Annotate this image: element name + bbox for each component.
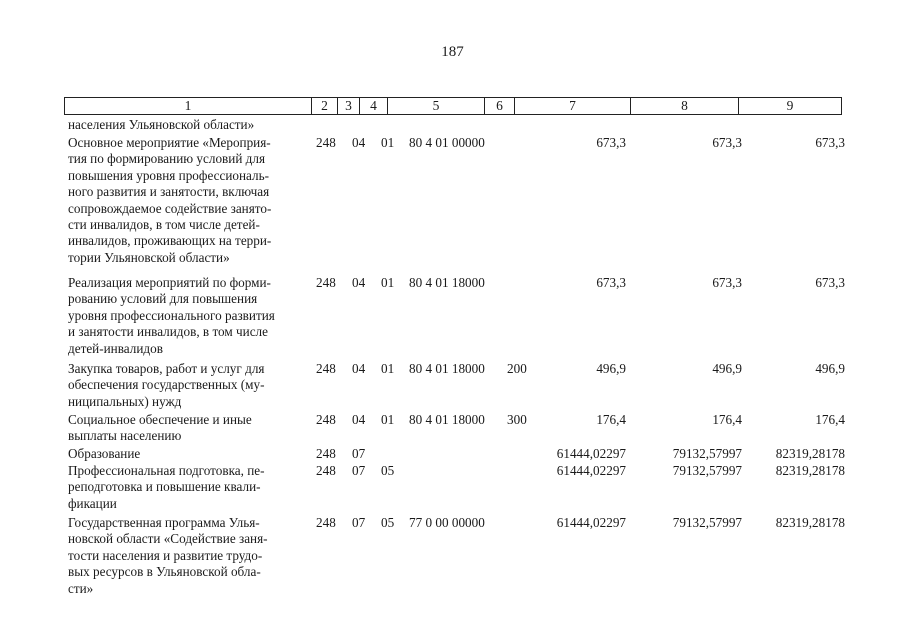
cell-ministry: 248: [316, 361, 336, 376]
row-name-line: тия по формированию условий для: [68, 151, 266, 167]
row-name-line: сти инвалидов, в том числе детей-: [68, 217, 260, 233]
cell-section: 04: [352, 361, 366, 376]
cell-ministry: 248: [316, 412, 336, 427]
row-name: [68, 361, 308, 410]
header-col-1: 1: [65, 98, 312, 114]
cell-subsection: 01: [381, 135, 395, 150]
cell-target-article: 77 0 00 00000: [409, 515, 485, 530]
row-name-line: детей-инвалидов: [68, 340, 163, 356]
cell-amount-2: 673,3: [712, 275, 742, 290]
row-name-line: Социальное обеспечение и иные: [68, 412, 252, 427]
row-name: [68, 463, 308, 512]
row-name-line: и занятости инвалидов, в том числе: [68, 324, 268, 340]
row-name-line: Профессиональная подготовка, пе-: [68, 463, 265, 478]
cell-target-article: 80 4 01 00000: [409, 135, 485, 150]
cell-subsection: 01: [381, 412, 395, 427]
cell-amount-1: 61444,02297: [556, 463, 626, 478]
cell-target-article: 80 4 01 18000: [409, 412, 485, 427]
row-name-line: фикации: [68, 495, 117, 511]
row-name-line: обеспечения государственных (му-: [68, 377, 265, 393]
cell-amount-2: 176,4: [712, 412, 742, 427]
cell-amount-3: 176,4: [815, 412, 845, 427]
cell-amount-1: 176,4: [596, 412, 626, 427]
row-name-line: Образование: [68, 446, 141, 461]
table-header: [64, 97, 842, 115]
cell-ministry: 248: [316, 135, 336, 150]
row-name-line: ного развития и занятости, включая: [68, 184, 270, 200]
cell-amount-1: 496,9: [596, 361, 626, 376]
row-name-line: Основное мероприятие «Мероприя-: [68, 135, 271, 150]
row-name: [68, 275, 308, 357]
cell-section: 04: [352, 275, 366, 290]
row-name-line: инвалидов, проживающих на терри-: [68, 233, 272, 249]
row-name-line: новской области «Содействие заня-: [68, 531, 268, 547]
cell-amount-3: 82319,28178: [775, 446, 845, 461]
cell-target-article: 80 4 01 18000: [409, 361, 485, 376]
header-col-2: 2: [312, 98, 338, 114]
header-col-3: 3: [338, 98, 360, 114]
cell-subsection: 05: [381, 463, 395, 478]
row-name: [68, 135, 308, 266]
header-col-4: 4: [360, 98, 388, 114]
cell-ministry: 248: [316, 275, 336, 290]
cell-expense-type: 200: [507, 361, 527, 376]
cell-amount-3: 82319,28178: [775, 463, 845, 478]
cell-amount-2: 79132,57997: [672, 515, 742, 530]
cell-section: 04: [352, 412, 366, 427]
cell-target-article: 80 4 01 18000: [409, 275, 485, 290]
cell-amount-2: 496,9: [712, 361, 742, 376]
cell-subsection: 01: [381, 275, 395, 290]
cell-section: 07: [352, 515, 366, 530]
header-col-6: 6: [485, 98, 515, 114]
row-name-line: населения Ульяновской области»: [68, 117, 255, 132]
header-col-8: 8: [631, 98, 739, 114]
row-name-line: Закупка товаров, работ и услуг для: [68, 361, 265, 376]
cell-amount-3: 82319,28178: [775, 515, 845, 530]
header-col-5: 5: [388, 98, 485, 114]
header-col-9: 9: [786, 98, 794, 113]
cell-amount-1: 673,3: [596, 275, 626, 290]
row-name-line: Государственная программа Улья-: [68, 515, 260, 530]
row-name-line: реподготовка и повышение квали-: [68, 479, 261, 495]
row-name-line: сопровождаемое содействие занято-: [68, 200, 272, 216]
cell-amount-1: 61444,02297: [556, 446, 626, 461]
row-name-line: сти»: [68, 580, 94, 596]
cell-ministry: 248: [316, 463, 336, 478]
cell-amount-1: 673,3: [596, 135, 626, 150]
row-name: [68, 446, 308, 462]
row-name: [68, 117, 308, 133]
cell-amount-2: 79132,57997: [672, 463, 742, 478]
cell-section: 07: [352, 446, 366, 461]
cell-expense-type: 300: [507, 412, 527, 427]
cell-amount-2: 673,3: [712, 135, 742, 150]
cell-amount-2: 79132,57997: [672, 446, 742, 461]
row-name-line: рованию условий для повышения: [68, 291, 258, 307]
cell-section: 07: [352, 463, 366, 478]
row-name: [68, 412, 308, 445]
row-name-line: тости населения и развитие трудо-: [68, 547, 263, 563]
page-number: 187: [441, 44, 464, 60]
cell-subsection: 01: [381, 361, 395, 376]
row-name-line: повышения уровня профессиональ-: [68, 167, 269, 183]
cell-amount-3: 496,9: [815, 361, 845, 376]
row-name-line: Реализация мероприятий по форми-: [68, 275, 271, 290]
cell-subsection: 05: [381, 515, 395, 530]
cell-amount-1: 61444,02297: [556, 515, 626, 530]
row-name-line: ниципальных) нужд: [68, 393, 182, 409]
row-name-line: уровня профессионального развития: [68, 307, 275, 323]
row-name-line: вых ресурсов в Ульяновской обла-: [68, 564, 261, 580]
cell-amount-3: 673,3: [815, 275, 845, 290]
cell-amount-3: 673,3: [815, 135, 845, 150]
header-col-7: 7: [515, 98, 631, 114]
row-name: [68, 515, 308, 597]
cell-ministry: 248: [316, 446, 336, 461]
cell-section: 04: [352, 135, 366, 150]
row-name-line: тории Ульяновской области»: [68, 249, 230, 265]
row-name-line: выплаты населению: [68, 428, 182, 444]
cell-ministry: 248: [316, 515, 336, 530]
